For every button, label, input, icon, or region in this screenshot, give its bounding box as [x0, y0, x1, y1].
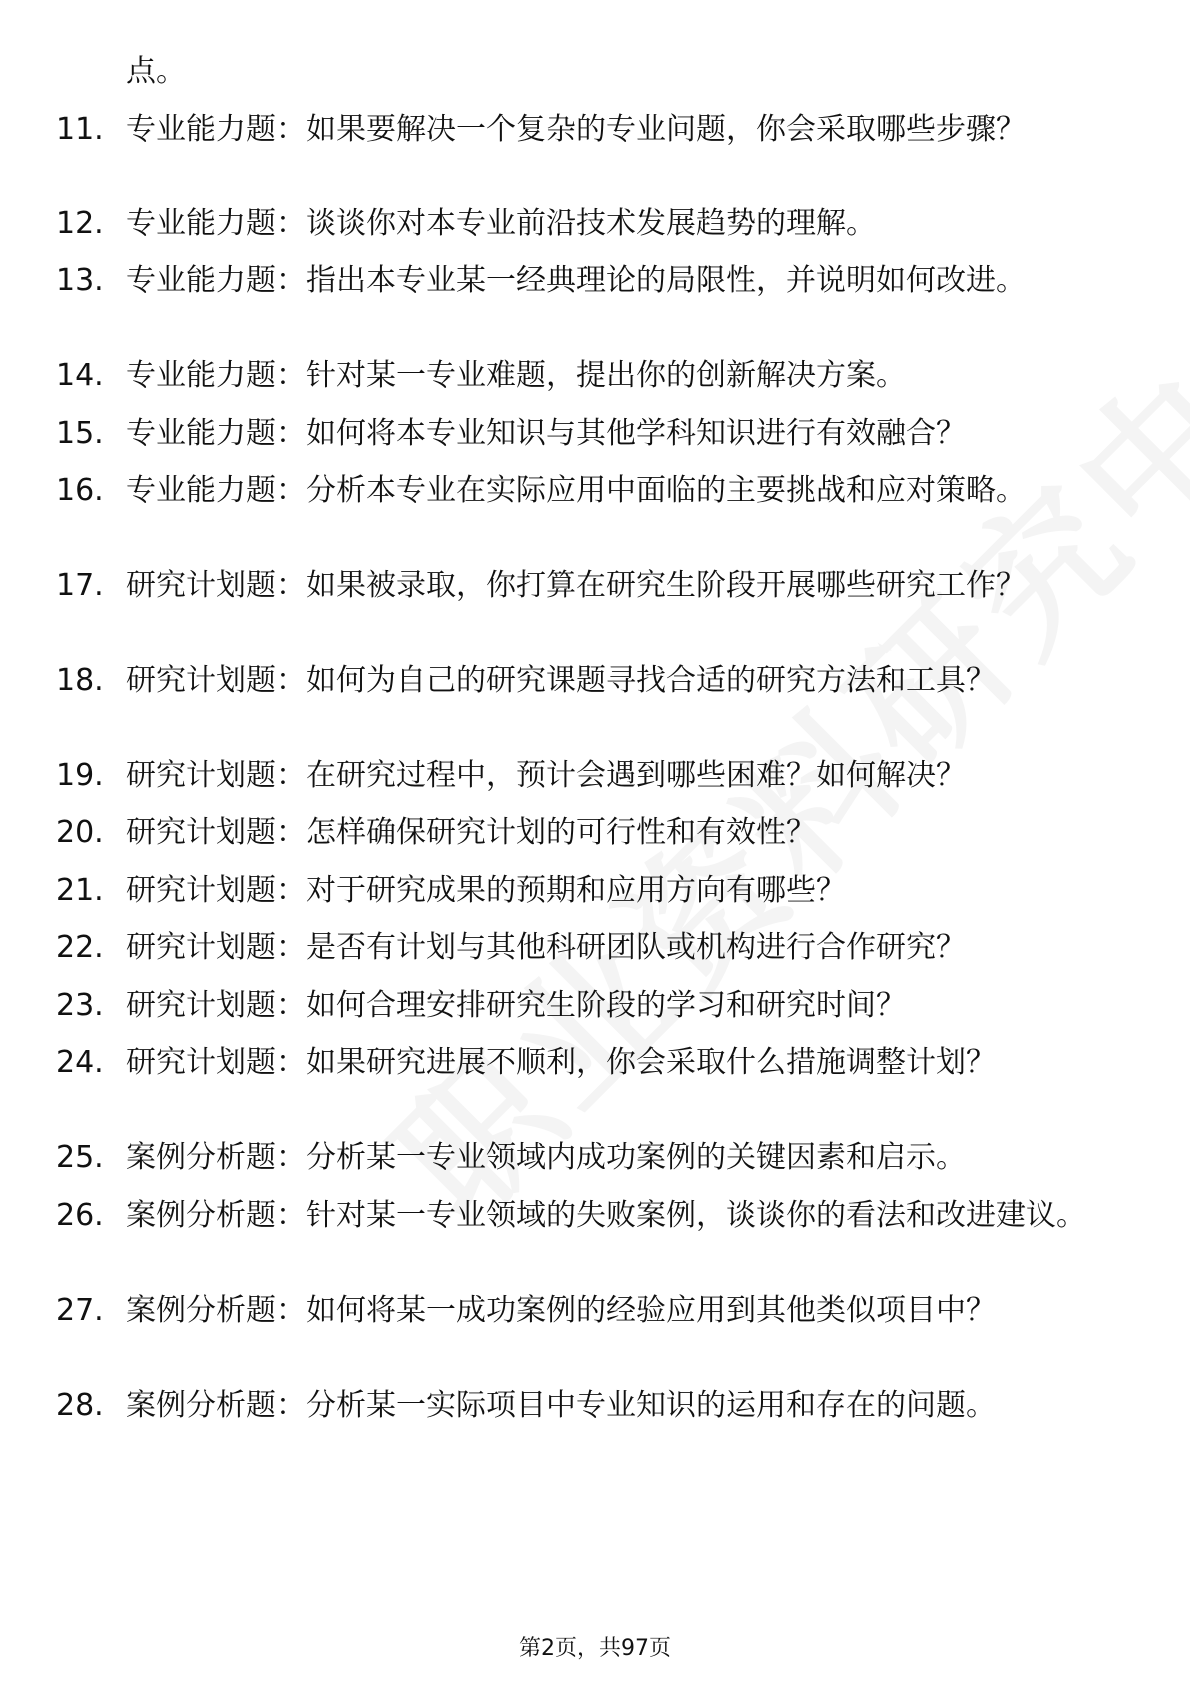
item-text: 专业能力题：如何将本专业知识与其他学科知识进行有效融合？ — [126, 416, 966, 451]
item-text: 研究计划题：怎样确保研究计划的可行性和有效性？ — [126, 815, 816, 850]
item-number: 14. — [56, 358, 104, 393]
item-number: 24. — [56, 1045, 104, 1080]
item-text: 研究计划题：是否有计划与其他科研团队或机构进行合作研究？ — [126, 930, 966, 965]
item-number: 12. — [56, 206, 104, 241]
item-text: 案例分析题：分析某一专业领域内成功案例的关键因素和启示。 — [126, 1140, 966, 1175]
item-number: 18. — [56, 663, 104, 698]
item-number: 16. — [56, 473, 104, 508]
item-text: 研究计划题：如果研究进展不顺利，你会采取什么措施调整计划？ — [126, 1045, 996, 1080]
item-number: 26. — [56, 1198, 104, 1233]
item-number: 27. — [56, 1293, 104, 1328]
item-text: 案例分析题：针对某一专业领域的失败案例，谈谈你的看法和改进建议。 — [126, 1198, 1086, 1233]
item-text: 专业能力题：指出本专业某一经典理论的局限性，并说明如何改进。 — [126, 263, 1026, 298]
item-number: 11. — [56, 112, 104, 147]
item-number: 13. — [56, 263, 104, 298]
item-text: 研究计划题：如何合理安排研究生阶段的学习和研究时间？ — [126, 988, 906, 1023]
item-number: 20. — [56, 815, 104, 850]
item-number: 21. — [56, 873, 104, 908]
item-text: 专业能力题：针对某一专业难题，提出你的创新解决方案。 — [126, 358, 906, 393]
item-number: 15. — [56, 416, 104, 451]
item-text: 专业能力题：分析本专业在实际应用中面临的主要挑战和应对策略。 — [126, 473, 1026, 508]
item-text: 案例分析题：分析某一实际项目中专业知识的运用和存在的问题。 — [126, 1388, 996, 1423]
item-text: 研究计划题：如何为自己的研究课题寻找合适的研究方法和工具？ — [126, 663, 996, 698]
item-number: 19. — [56, 758, 104, 793]
page-number: 第2页，共97页 — [519, 1636, 671, 1661]
item-number: 28. — [56, 1388, 104, 1423]
item-number: 22. — [56, 930, 104, 965]
continuation-text: 点。 — [126, 54, 186, 89]
item-number: 25. — [56, 1140, 104, 1175]
item-text: 研究计划题：对于研究成果的预期和应用方向有哪些？ — [126, 873, 846, 908]
item-text: 案例分析题：如何将某一成功案例的经验应用到其他类似项目中？ — [126, 1293, 996, 1328]
item-text: 研究计划题：在研究过程中，预计会遇到哪些困难？如何解决？ — [126, 758, 966, 793]
item-text: 专业能力题：如果要解决一个复杂的专业问题，你会采取哪些步骤？ — [126, 112, 1026, 147]
item-number: 17. — [56, 568, 104, 603]
item-text: 专业能力题：谈谈你对本专业前沿技术发展趋势的理解。 — [126, 206, 876, 241]
item-number: 23. — [56, 988, 104, 1023]
item-text: 研究计划题：如果被录取，你打算在研究生阶段开展哪些研究工作？ — [126, 568, 1026, 603]
